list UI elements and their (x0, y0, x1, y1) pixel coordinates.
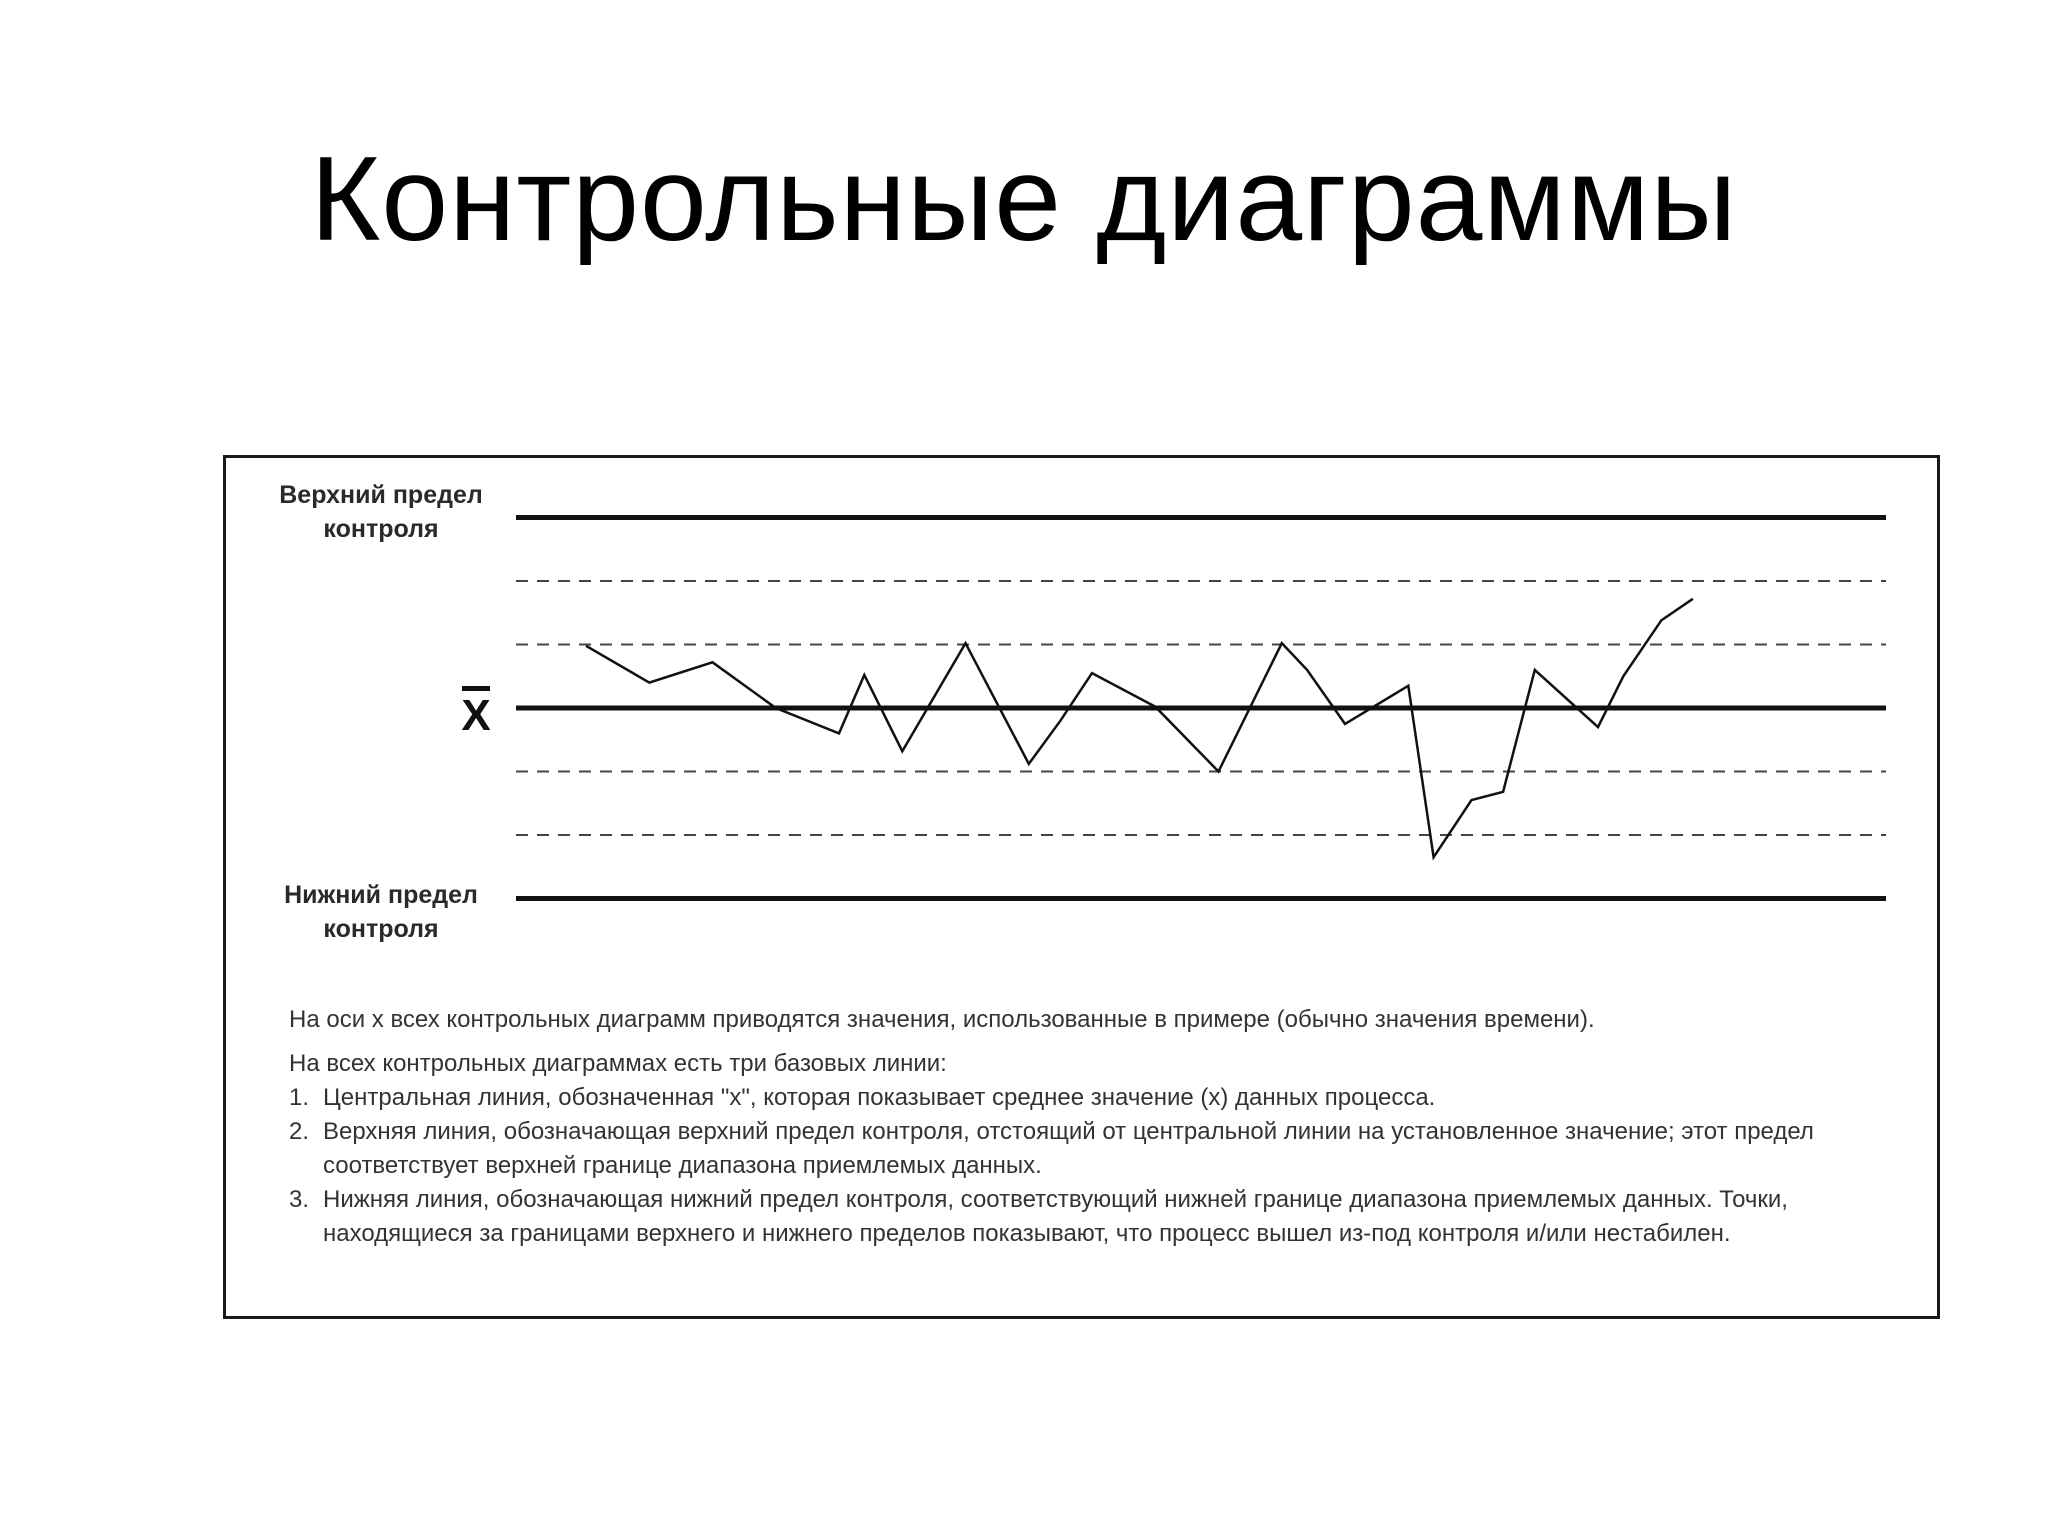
description-item-text: Нижняя линия, обозначающая нижний предел контроля, соответствующий нижней границе диапазона приемлемых данных. Точки, находящиеся за границами верхнего и нижнего пределов показывают, что процесс вышел из-под контроля и/или нестабилен. (323, 1186, 1788, 1247)
description-item-text: Центральная линия, обозначенная "x", которая показывает среднее значение (x) данных процесса. (323, 1084, 1436, 1111)
series-line-process (586, 599, 1693, 857)
description-item (289, 1081, 1909, 1115)
center-line-label (456, 686, 496, 738)
upper-limit-label (256, 478, 506, 546)
description-item (289, 1115, 1909, 1183)
upper-limit-label-line1: Верхний предел (279, 481, 483, 509)
description-item-number: 3. (289, 1186, 310, 1213)
description-list (289, 1081, 1909, 1251)
description-item-number: 2. (289, 1118, 310, 1145)
lower-limit-label-line1: Нижний предел (284, 881, 478, 909)
description-item-text: Верхняя линия, обозначающая верхний предел контроля, отстоящий от центральной линии на установленное значение; этот предел соответствует верхней границе диапазона приемлемых данных. (323, 1118, 1814, 1179)
description-intro: На оси x всех контрольных диаграмм приводятся значения, использованные в примере (обычно значения времени). (289, 1006, 1595, 1033)
slide-title: Контрольные диаграммы (310, 132, 1738, 266)
description-text (289, 1003, 1909, 1251)
description-item (289, 1183, 1909, 1251)
center-line-symbol: X (461, 691, 491, 740)
description-lines-header: На всех контрольных диаграммах есть три базовых линии: (289, 1050, 947, 1077)
lower-limit-label (256, 878, 506, 946)
control-chart-figure (223, 455, 1940, 1319)
lower-limit-label-line2: контроля (323, 915, 439, 943)
upper-limit-label-line2: контроля (323, 515, 439, 543)
reference-lines (516, 518, 1886, 899)
series-group (586, 599, 1693, 857)
description-item-number: 1. (289, 1084, 310, 1111)
